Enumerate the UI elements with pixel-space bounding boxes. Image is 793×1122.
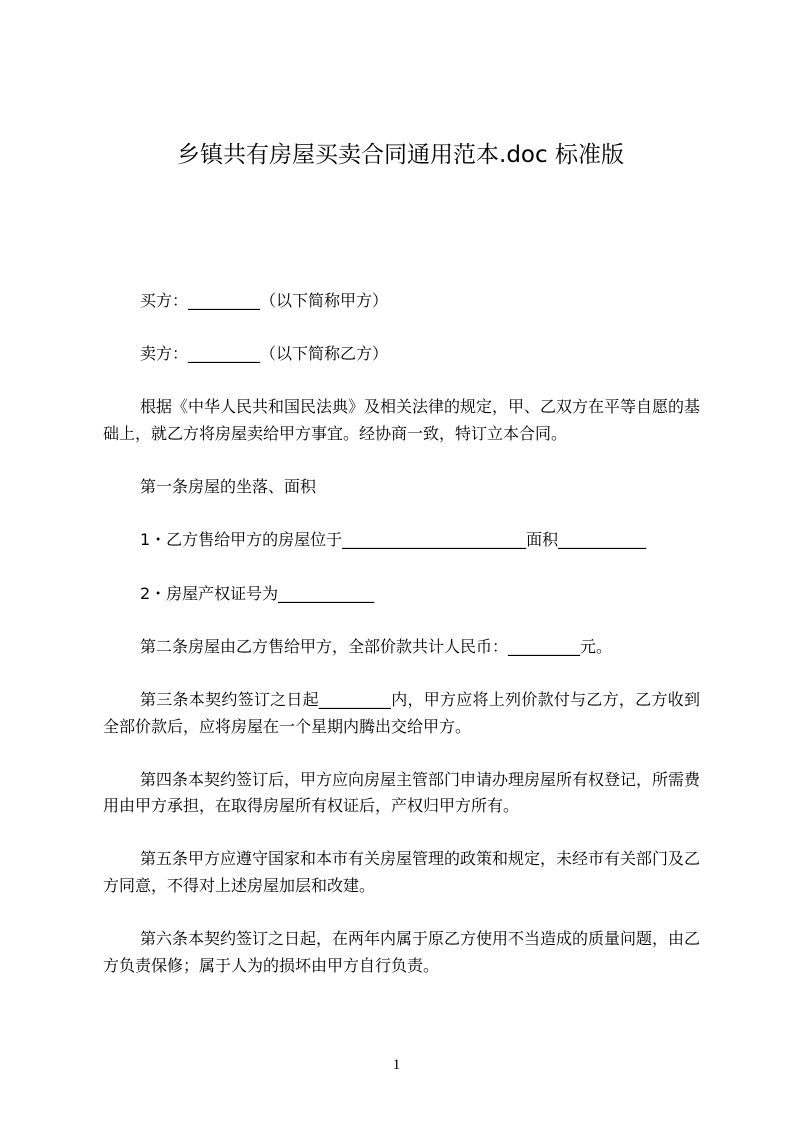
article-2: 第二条房屋由乙方售给甲方，全部价款共计人民币：_________元。 — [140, 636, 613, 656]
article-1-clause-2: 2・房屋产权证号为____________ — [140, 583, 375, 603]
seller-line: 卖方：_________（以下简称乙方） — [140, 344, 389, 364]
document-title: 乡镇共有房屋买卖合同通用范本.doc 标准版 — [177, 142, 624, 168]
article-6: 第六条本契约签订之日起，在两年内属于原乙方使用不当造成的质量问题，由乙方负责保修；属于人为的损坏由甲方自行负责。 — [103, 929, 701, 975]
document-body — [103, 288, 700, 1006]
article-3: 第三条本契约签订之日起_________内，甲方应将上列价款付与乙方，乙方收到全部价款后，应将房屋在一个星期内腾出交给甲方。 — [103, 689, 700, 736]
page-number: 1 — [392, 1057, 401, 1073]
article-1-clause-1: 1・乙方售给甲方的房屋位于_______________________面积___________ — [140, 530, 647, 550]
article-1-heading: 第一条房屋的坐落、面积 — [140, 477, 317, 497]
buyer-line: 买方：_________（以下简称甲方） — [140, 291, 389, 310]
article-5: 第五条甲方应遵守国家和本市有关房屋管理的政策和规定，未经市有关部门及乙方同意，不得对上述房屋加层和改建。 — [103, 849, 701, 896]
preamble-paragraph: 根据《中华人民共和国民法典》及相关法律的规定，甲、乙双方在平等自愿的基础上，就乙方将房屋卖给甲方事宜。经协商一致，特订立本合同。 — [103, 397, 701, 443]
article-4: 第四条本契约签订后，甲方应向房屋主管部门申请办理房屋所有权登记，所需费用由甲方承担，在取得房屋所有权证后，产权归甲方所有。 — [103, 769, 701, 816]
